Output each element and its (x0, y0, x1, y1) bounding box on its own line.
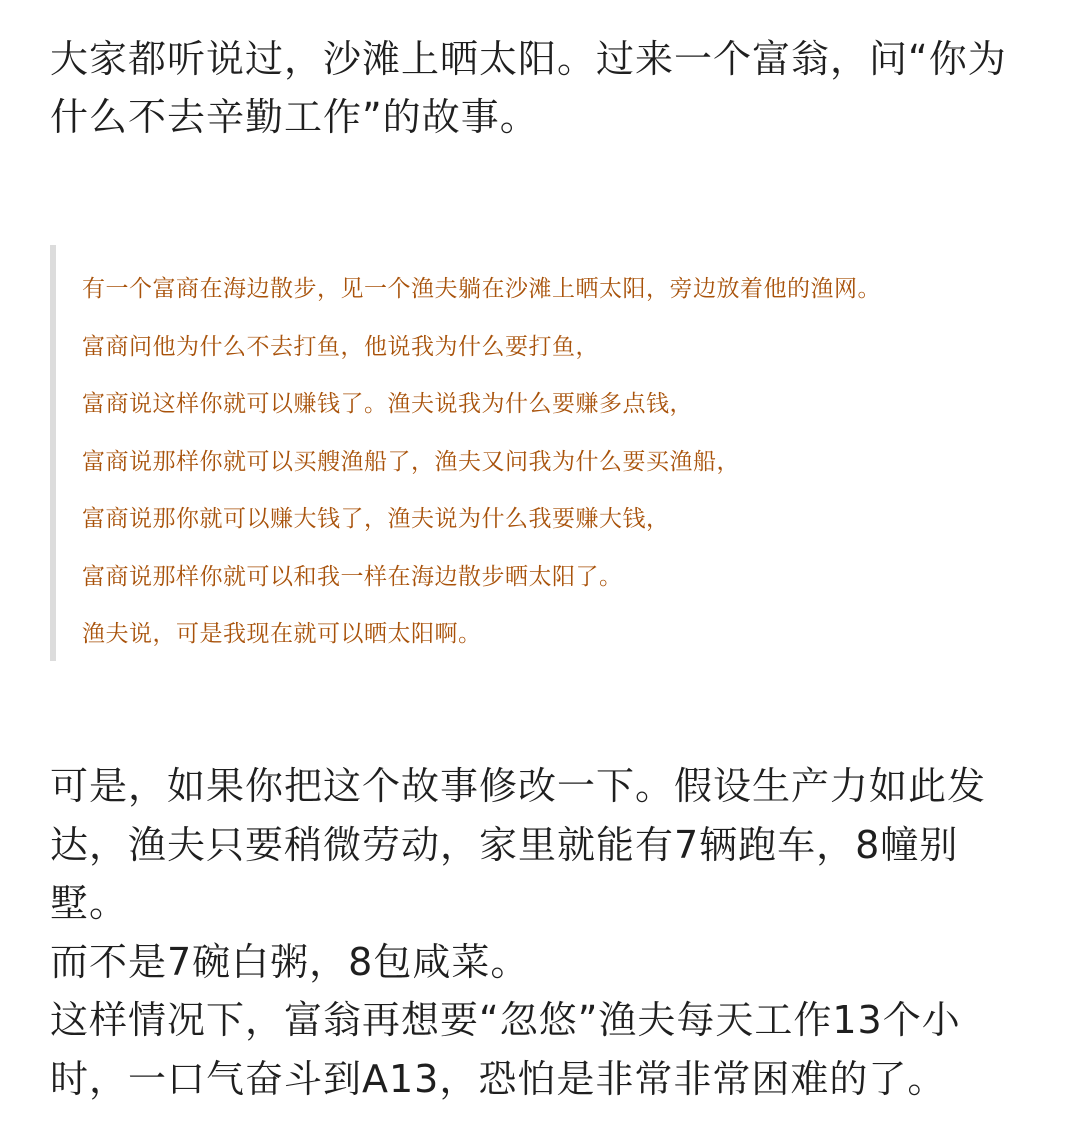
body-paragraph: 可是，如果你把这个故事修改一下。假设生产力如此发达，渔夫只要稍微劳动，家里就能有7辆跑车，8幢别墅。 (50, 764, 987, 925)
quote-line: 富商说那样你就可以买艘渔船了，渔夫又问我为什么要买渔船， (82, 448, 740, 475)
body-paragraph: 这样情况下，富翁再想要“忽悠”渔夫每天工作13个小时，一口气奋斗到A13，恐怕是非常非常困难的了。 (50, 998, 961, 1101)
story-blockquote (50, 245, 1035, 661)
body-paragraph: 而不是7碗白粥，8包咸菜。 (50, 939, 530, 984)
article-content (50, 0, 1035, 1101)
quote-line: 富商说这样你就可以赚钱了。渔夫说我为什么要赚多点钱， (82, 391, 693, 417)
body-text (50, 757, 1035, 1108)
quote-line: 渔夫说，可是我现在就可以晒太阳啊。 (82, 621, 482, 647)
quote-line: 富商问他为什么不去打鱼，他说我为什么要打鱼， (82, 333, 599, 360)
quote-line: 富商说那你就可以赚大钱了，渔夫说为什么我要赚大钱， (82, 506, 670, 532)
quote-line: 有一个富商在海边散步，见一个渔夫躺在沙滩上晒太阳，旁边放着他的渔网。 (82, 276, 881, 302)
intro-paragraph: 大家都听说过，沙滩上晒太阳。过来一个富翁，问“你为什么不去辛勤工作”的故事。 (50, 37, 1007, 139)
quote-line: 富商说那样你就可以和我一样在海边散步晒太阳了。 (82, 563, 623, 590)
